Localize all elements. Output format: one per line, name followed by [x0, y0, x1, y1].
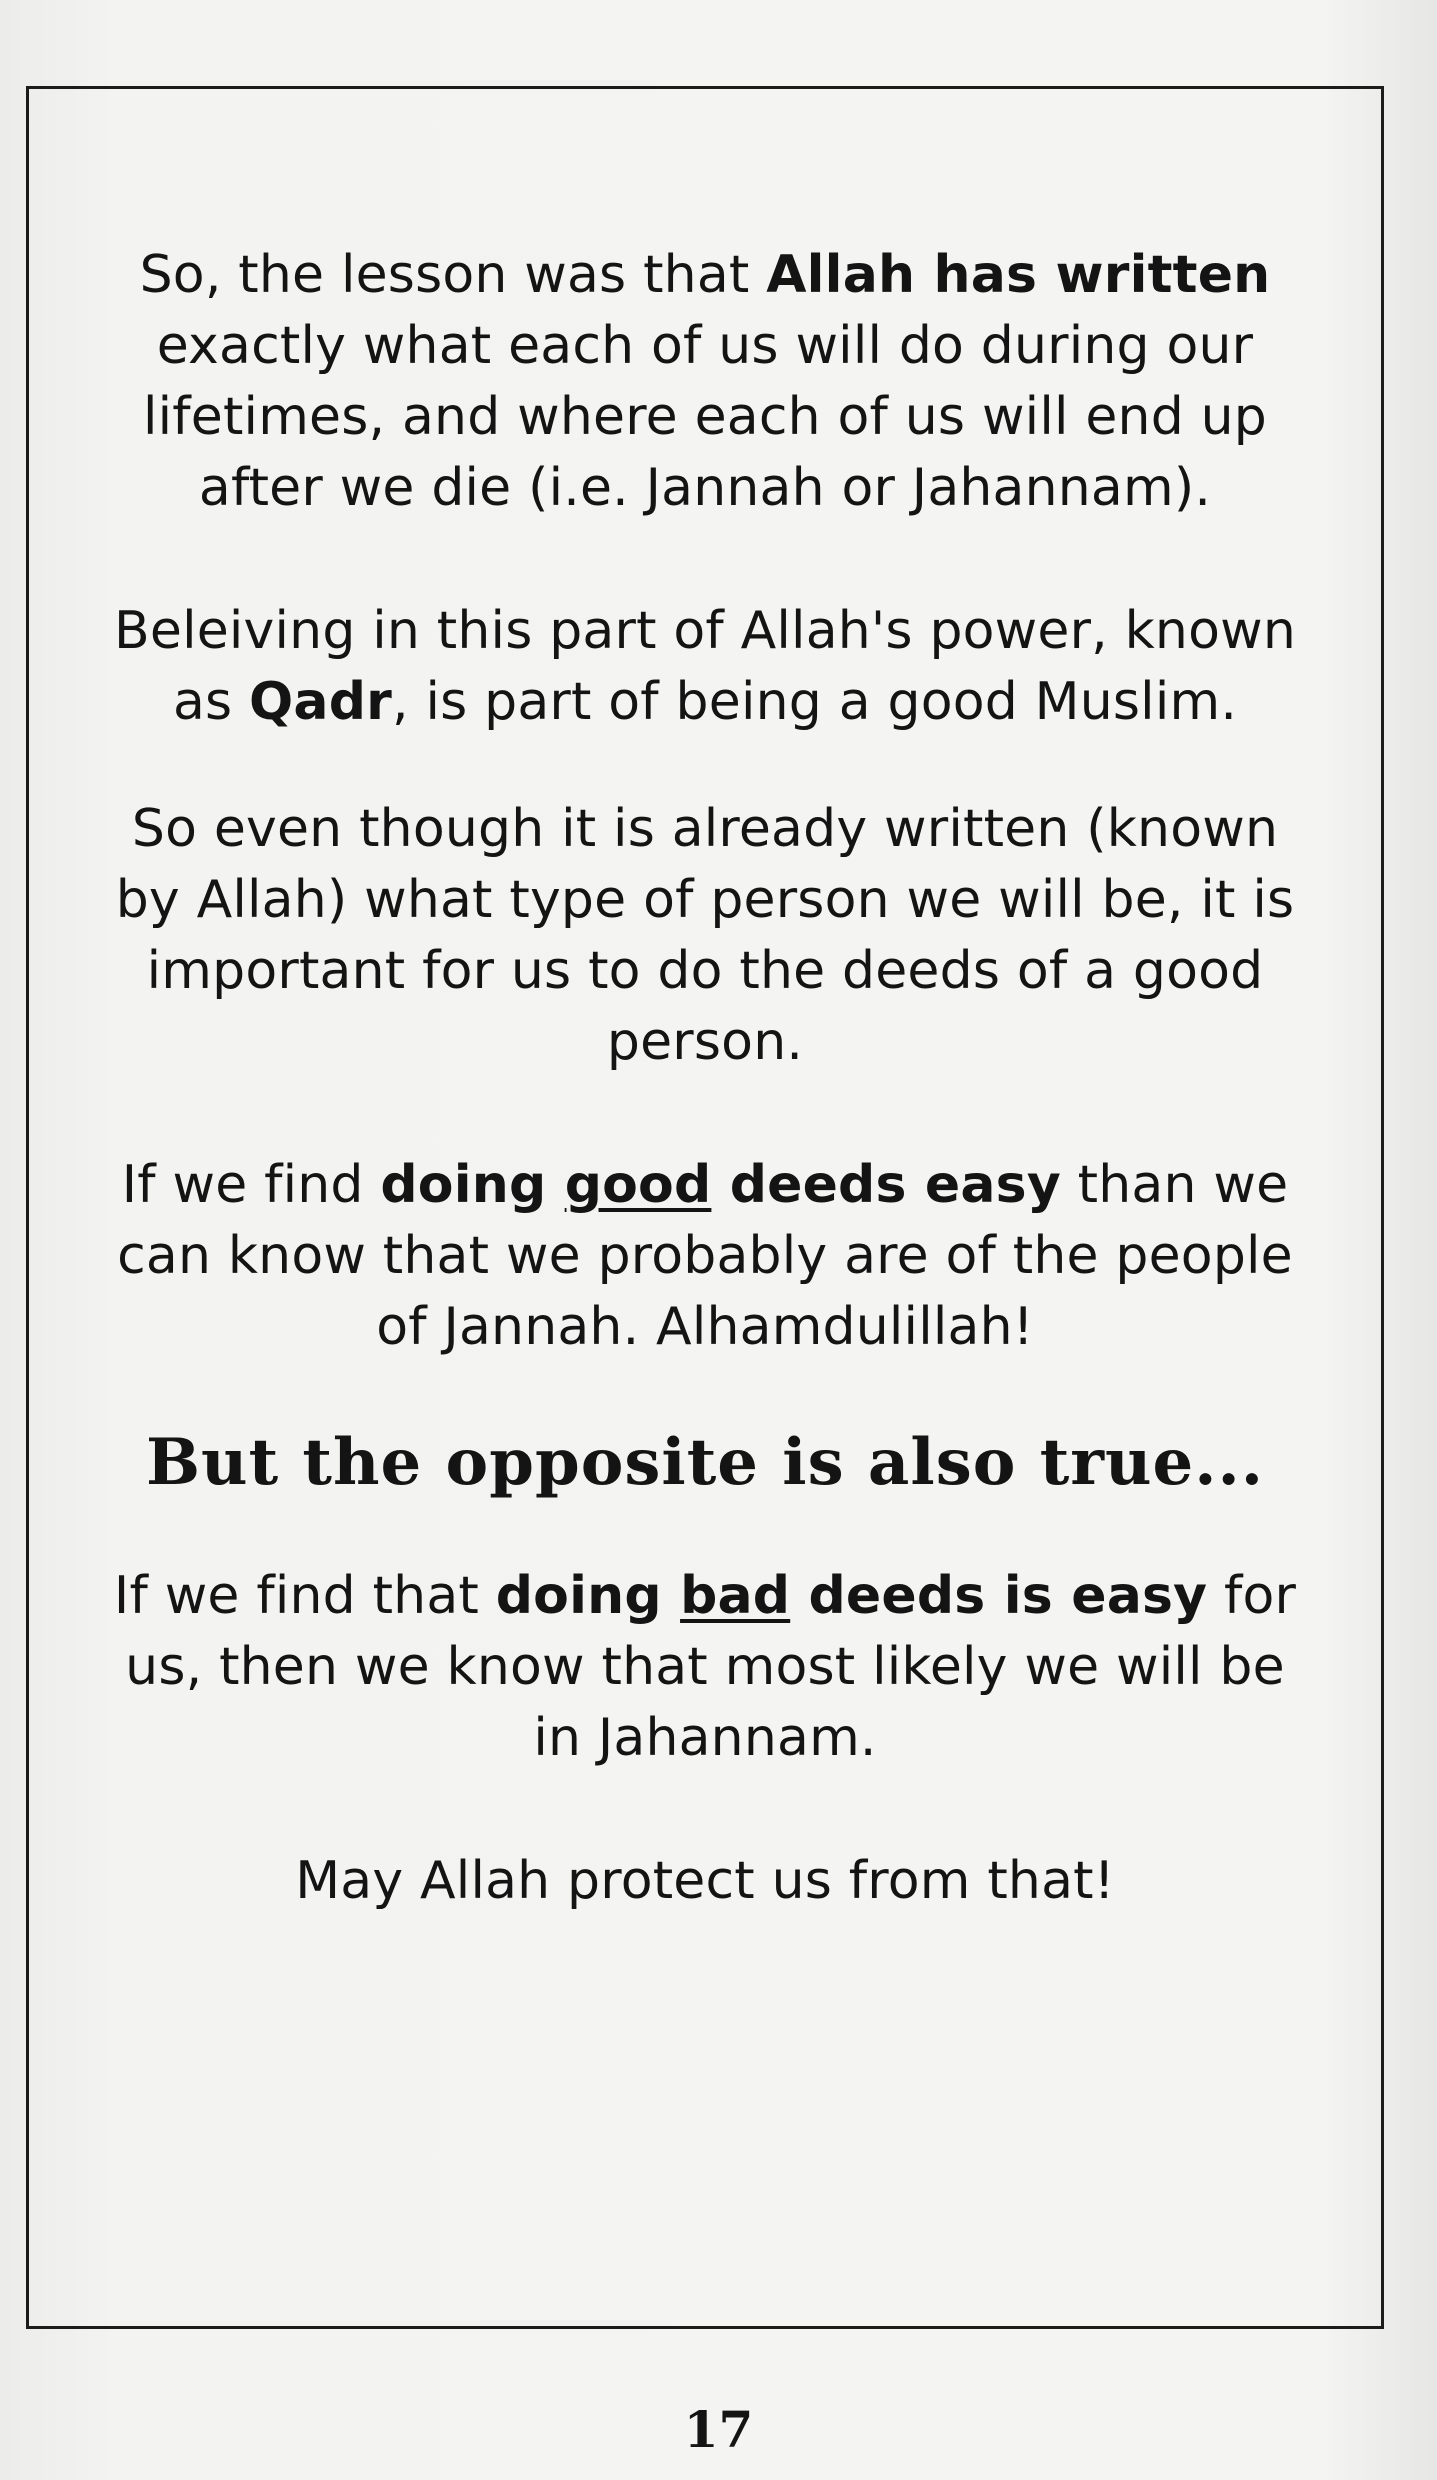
paragraph-dua: [60, 1846, 1350, 1917]
text-span: If we find: [121, 1155, 381, 1215]
paragraph-written: [60, 794, 1350, 1078]
text-span: So even though it is already written (known by Allah) what type of person we will be, it is important for us to do the deeds of a good person.: [115, 799, 1295, 1072]
text-span: So, the lesson was that: [139, 245, 767, 305]
text-span: May Allah protect us from that!: [295, 1851, 1115, 1911]
text-span: Beleiving in this part of Allah's power, known as: [114, 601, 1296, 732]
paragraph-good-deeds: [60, 1150, 1350, 1363]
text-span: than we can know that we probably are of the people of Jannah. Alhamdulillah!: [117, 1155, 1293, 1357]
text-span: If we find that: [113, 1566, 496, 1626]
bold-span: deeds easy: [711, 1155, 1061, 1215]
page-body: [60, 240, 1350, 1917]
text-span: exactly what each of us will do during our lifetimes, and where each of us will end up after we die (i.e. Jannah or Jahannam).: [142, 316, 1268, 518]
bold-span: Qadr: [249, 672, 392, 732]
bold-span: doing: [380, 1155, 565, 1215]
underlined-span: bad: [680, 1566, 791, 1626]
bold-span: deeds is easy: [790, 1566, 1208, 1626]
paragraph-qadr: [60, 596, 1350, 738]
bold-span: Allah has written: [766, 245, 1271, 305]
paragraph-lesson: [60, 240, 1350, 524]
section-heading: But the opposite is also true...: [145, 1425, 1265, 1500]
underlined-span: good: [564, 1155, 712, 1215]
text-span: , is part of being a good Muslim.: [392, 672, 1238, 732]
text-span: for us, then we know that most likely we will be in Jahannam.: [125, 1566, 1297, 1768]
page-number: 17: [683, 2400, 754, 2459]
bold-span: doing: [495, 1566, 681, 1626]
paragraph-bad-deeds: [60, 1561, 1350, 1774]
